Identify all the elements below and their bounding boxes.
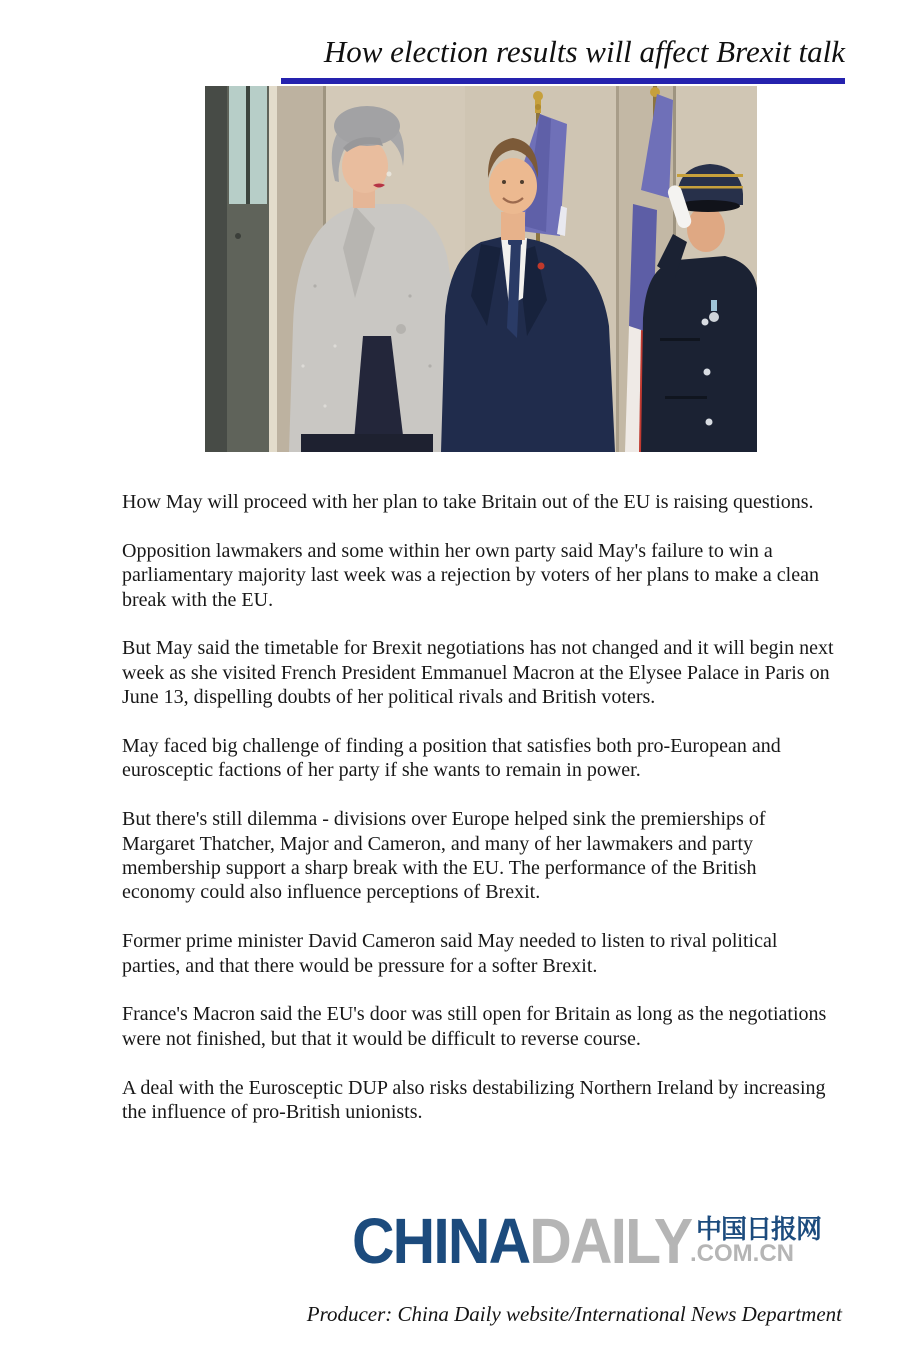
article-photo <box>205 86 757 452</box>
article-paragraph: A deal with the Eurosceptic DUP also risks destabilizing Northern Ireland by increasing the influence of pro-British unionists. <box>122 1076 826 1124</box>
article-paragraph: Former prime minister David Cameron said May needed to listen to rival political parties, and that there would be pressure for a softer Brexit. <box>122 930 778 977</box>
chinadaily-logo <box>352 1205 721 1277</box>
article-paragraph: Opposition lawmakers and some within her own party said May's failure to win a parliamentary majority last week was a rejection by voters of her plans to make a clean break with the EU. <box>122 539 819 611</box>
logo-china-text: CHINA <box>352 1205 530 1277</box>
logo-daily-text: DAILY <box>529 1205 692 1277</box>
article-paragraph: But May said the timetable for Brexit negotiations has not changed and it will begin next week as she visited French President Emmanuel Macron at the Elysee Palace in Paris on June 13, dispelling doubts of her political rivals and British voters. <box>122 637 834 709</box>
article-paragraph: But there's still dilemma - divisions over Europe helped sink the premierships of Margaret Thatcher, Major and Cameron, and many of her lawmakers and party membership support a sharp break with the EU. The performance of the British economy could also influence perceptions of Brexit. <box>122 808 766 904</box>
page-title: How election results will affect Brexit talk <box>323 34 845 69</box>
article-paragraph: France's Macron said the EU's door was still open for Britain as long as the negotiations were not finished, but that it would be difficult to reverse course. <box>122 1003 827 1050</box>
article-body <box>122 490 834 1149</box>
chinadaily-wordmark <box>352 1205 692 1277</box>
logo-chinese-text: 中国日报网 <box>696 1214 822 1244</box>
producer-credit: Producer: China Daily website/International News Department <box>306 1302 842 1326</box>
article-paragraph: May faced big challenge of finding a position that satisfies both pro-European and eurosceptic factions of her party if she wants to remain in power. <box>122 735 781 782</box>
article-paragraph: How May will proceed with her plan to take Britain out of the EU is raising questions. <box>122 491 814 513</box>
logo-domain-text: .COM.CN <box>690 1240 794 1267</box>
title-divider <box>281 78 845 84</box>
photo-illustration <box>205 86 757 452</box>
